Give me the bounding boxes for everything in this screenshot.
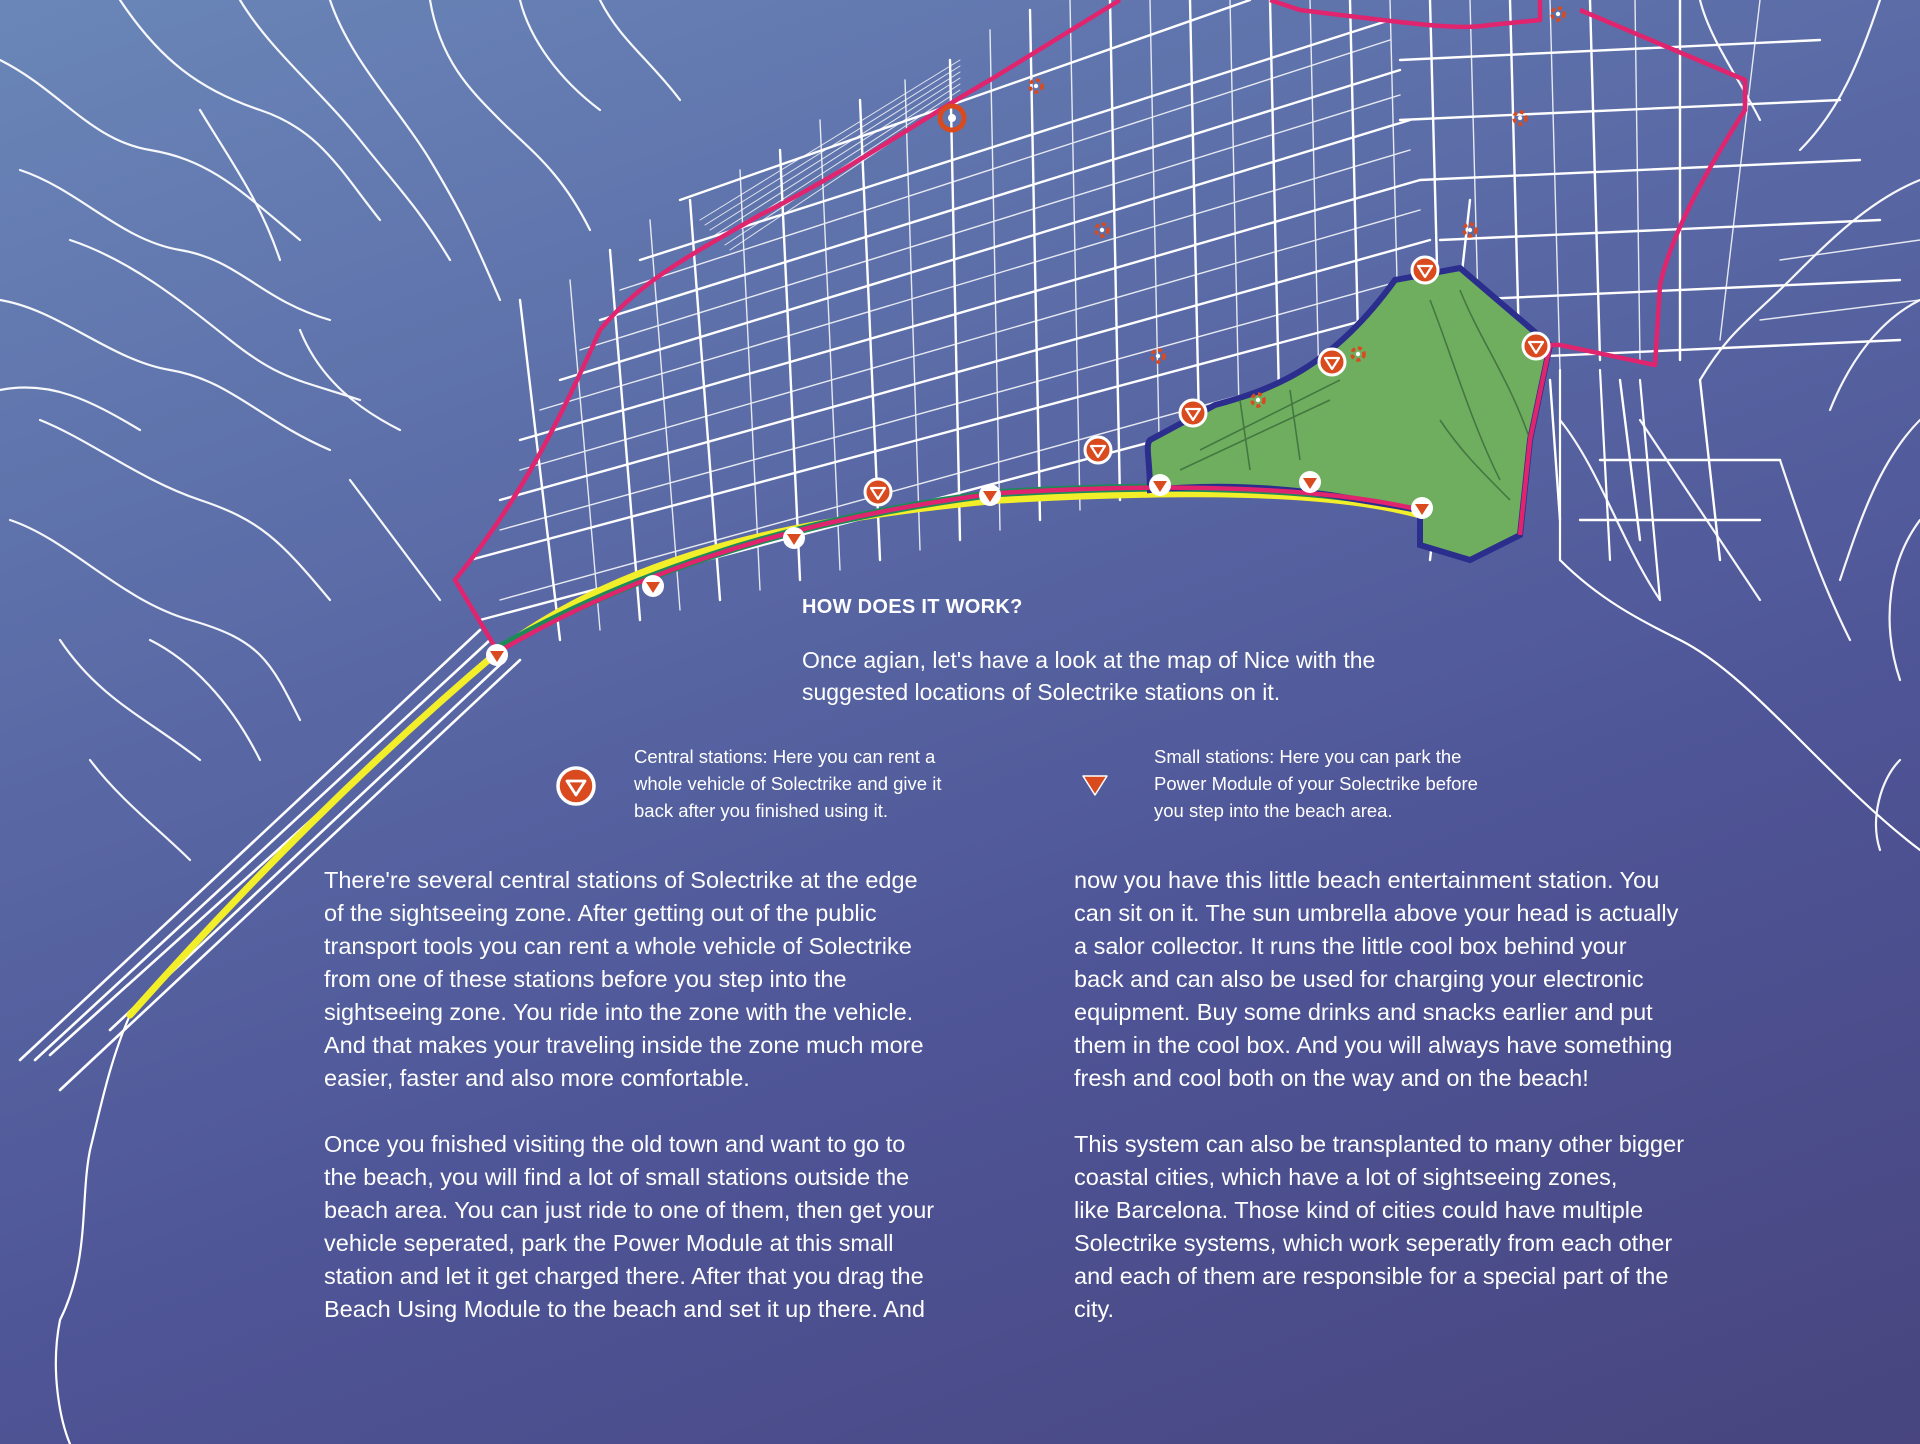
legend-line: Power Module of your Solectrike before bbox=[1154, 773, 1478, 794]
legend-line: Small stations: Here you can park the bbox=[1154, 746, 1462, 767]
text-line: This system can also be transplanted to many other bigger bbox=[1074, 1131, 1685, 1157]
text-line: station and let it get charged there. After that you drag the bbox=[324, 1263, 924, 1289]
train-station-icon bbox=[940, 106, 964, 130]
small-station-markers bbox=[486, 471, 1433, 666]
parking-markers bbox=[1030, 8, 1564, 406]
text-line: There're several central stations of Solectrike at the edge bbox=[324, 867, 918, 893]
text-line: vehicle seperated, park the Power Module at this small bbox=[324, 1230, 894, 1256]
text-line: coastal cities, which have a lot of sightseeing zones, bbox=[1074, 1164, 1618, 1190]
text-line: equipment. Buy some drinks and snacks earlier and put bbox=[1074, 999, 1653, 1025]
text-line: can sit on it. The sun umbrella above your head is actually bbox=[1074, 900, 1679, 926]
legend-line: you step into the beach area. bbox=[1154, 800, 1393, 821]
section-heading: HOW DOES IT WORK? bbox=[802, 596, 1023, 618]
legend-central-text bbox=[634, 743, 941, 824]
legend-line: whole vehicle of Solectrike and give it bbox=[634, 773, 942, 794]
text-line: Beach Using Module to the beach and set it up there. And bbox=[324, 1296, 925, 1322]
text-line: easier, faster and also more comfortable. bbox=[324, 1065, 750, 1091]
paragraph bbox=[1074, 864, 1774, 1095]
legend-small-text bbox=[1154, 743, 1478, 824]
legend-central bbox=[553, 743, 941, 824]
text-line: now you have this little beach entertainment station. You bbox=[1074, 867, 1660, 893]
text-line: And that makes your traveling inside the zone much more bbox=[324, 1032, 924, 1058]
intro-text: Once agian, let's have a look at the map of Nice with the suggested locations of Solectrike stations on it. bbox=[802, 647, 1376, 705]
small-station-icon bbox=[1080, 769, 1110, 799]
paragraph bbox=[1074, 1128, 1774, 1326]
text-line: sightseeing zone. You ride into the zone with the vehicle. bbox=[324, 999, 914, 1025]
central-station-icon bbox=[553, 763, 599, 809]
text-line: Once you fnished visiting the old town and want to go to bbox=[324, 1131, 906, 1157]
legend-small bbox=[1080, 743, 1478, 824]
text-line: back and can also be used for charging your electronic bbox=[1074, 966, 1644, 992]
text-line: of the sightseeing zone. After getting out of the public bbox=[324, 900, 877, 926]
text-line: Solectrike systems, which work seperatly from each other bbox=[1074, 1230, 1673, 1256]
legend-line: back after you finished using it. bbox=[634, 800, 889, 821]
right-column bbox=[1074, 864, 1774, 1359]
central-station-markers bbox=[865, 257, 1549, 505]
text-line: the beach, you will find a lot of small stations outside the bbox=[324, 1164, 910, 1190]
paragraph bbox=[324, 1128, 1024, 1326]
text-line: them in the cool box. And you will always have something bbox=[1074, 1032, 1673, 1058]
left-column bbox=[324, 864, 1024, 1359]
text-line: a salor collector. It runs the little cool box behind your bbox=[1074, 933, 1627, 959]
text-line: city. bbox=[1074, 1296, 1115, 1322]
text-line: from one of these stations before you step into the bbox=[324, 966, 847, 992]
text-line: like Barcelona. Those kind of cities could have multiple bbox=[1074, 1197, 1644, 1223]
legend-line: Central stations: Here you can rent a bbox=[634, 746, 936, 767]
paragraph bbox=[324, 864, 1024, 1095]
text-line: fresh and cool both on the way and on the beach! bbox=[1074, 1065, 1589, 1091]
text-line: and each of them are responsible for a special part of the bbox=[1074, 1263, 1669, 1289]
text-line: beach area. You can just ride to one of them, then get your bbox=[324, 1197, 935, 1223]
text-line: transport tools you can rent a whole vehicle of Solectrike bbox=[324, 933, 912, 959]
